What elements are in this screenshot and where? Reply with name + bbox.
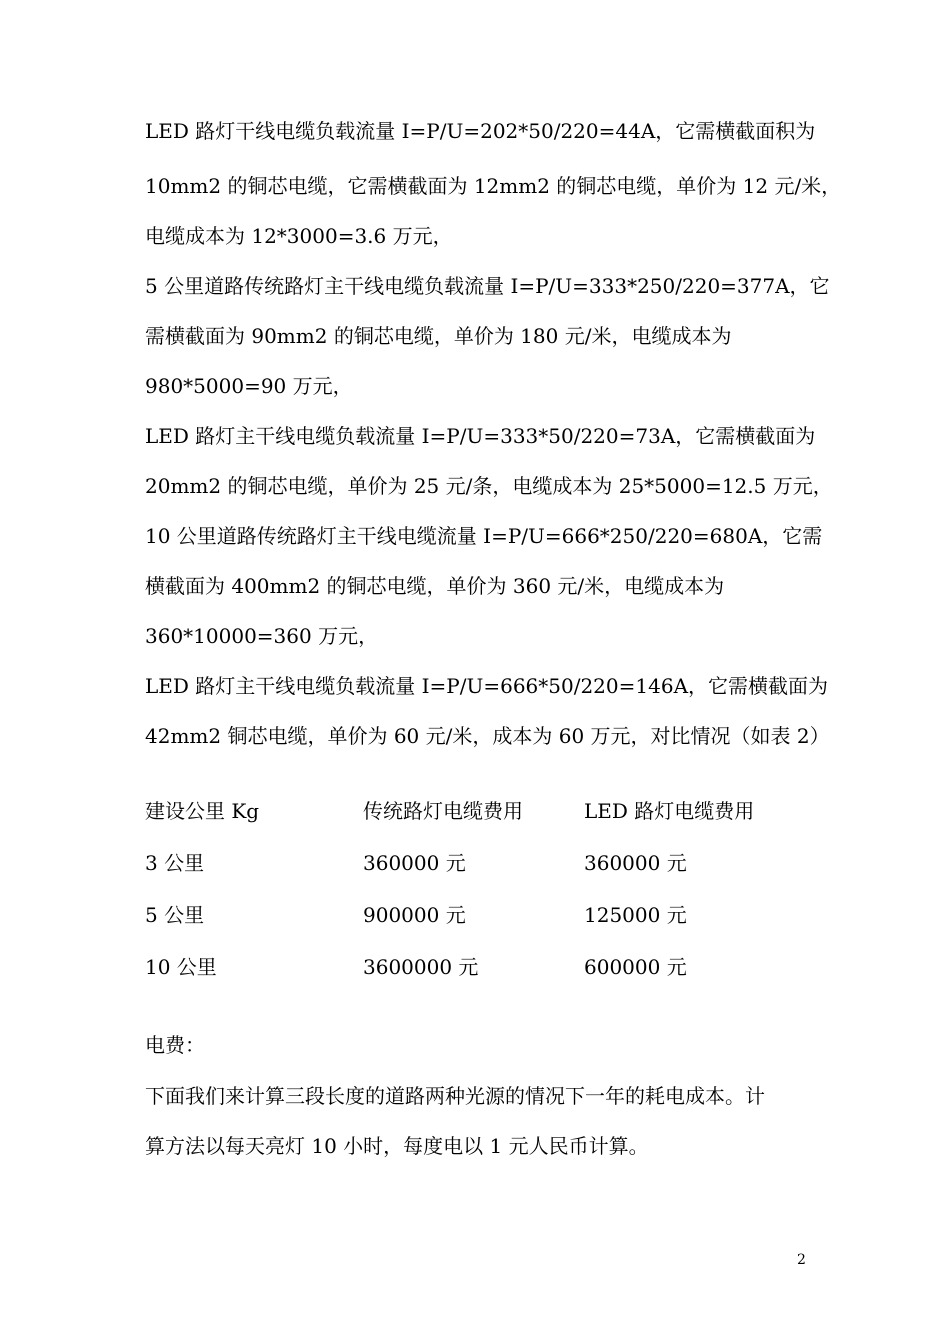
table-cell: 10 公里 xyxy=(145,955,217,979)
paragraph-line: 360*10000=360 万元， xyxy=(145,624,379,648)
paragraph-line: LED 路灯主干线电缆负载流量 I=P/U=666*50/220=146A，它需横截面为 xyxy=(145,674,829,698)
section-heading: 电费： xyxy=(145,1033,205,1057)
paragraph-line: 20mm2 的铜芯电缆，单价为 25 元/条，电缆成本为 25*5000=12.5 万元， xyxy=(145,474,833,498)
paragraph-line: 需横截面为 90mm2 的铜芯电缆，单价为 180 元/米，电缆成本为 xyxy=(145,324,732,348)
table-cell: 360000 元 xyxy=(363,851,466,875)
table-header-cell: LED 路灯电缆费用 xyxy=(584,799,755,823)
table-cell: 900000 元 xyxy=(363,903,466,927)
paragraph-line: 电缆成本为 12*3000=3.6 万元， xyxy=(145,224,453,248)
paragraph-line: 10mm2 的铜芯电缆，它需横截面为 12mm2 的铜芯电缆，单价为 12 元/米， xyxy=(145,174,842,198)
paragraph-line: 算方法以每天亮灯 10 小时，每度电以 1 元人民币计算。 xyxy=(145,1134,649,1158)
page-number: 2 xyxy=(797,1252,806,1268)
table-cell: 600000 元 xyxy=(584,955,687,979)
paragraph-line: LED 路灯主干线电缆负载流量 I=P/U=333*50/220=73A，它需横截面为 xyxy=(145,424,816,448)
paragraph-line: LED 路灯干线电缆负载流量 I=P/U=202*50/220=44A，它需横截面积为 xyxy=(145,119,816,143)
table-cell: 125000 元 xyxy=(584,903,687,927)
paragraph-line: 42mm2 铜芯电缆，单价为 60 元/米，成本为 60 万元，对比情况（如表 2） xyxy=(145,724,830,748)
paragraph-line: 5 公里道路传统路灯主干线电缆负载流量 I=P/U=333*250/220=377A，它 xyxy=(145,274,830,298)
paragraph-line: 980*5000=90 万元， xyxy=(145,374,353,398)
table-header-cell: 建设公里 Kg xyxy=(145,799,260,823)
table-header-cell: 传统路灯电缆费用 xyxy=(363,799,523,823)
table-cell: 360000 元 xyxy=(584,851,687,875)
paragraph-line: 10 公里道路传统路灯主干线电缆流量 I=P/U=666*250/220=680A，它需 xyxy=(145,524,823,548)
paragraph-line: 下面我们来计算三段长度的道路两种光源的情况下一年的耗电成本。计 xyxy=(145,1084,765,1108)
paragraph-line: 横截面为 400mm2 的铜芯电缆，单价为 360 元/米，电缆成本为 xyxy=(145,574,725,598)
table-cell: 5 公里 xyxy=(145,903,205,927)
table-cell: 3600000 元 xyxy=(363,955,479,979)
table-cell: 3 公里 xyxy=(145,851,205,875)
